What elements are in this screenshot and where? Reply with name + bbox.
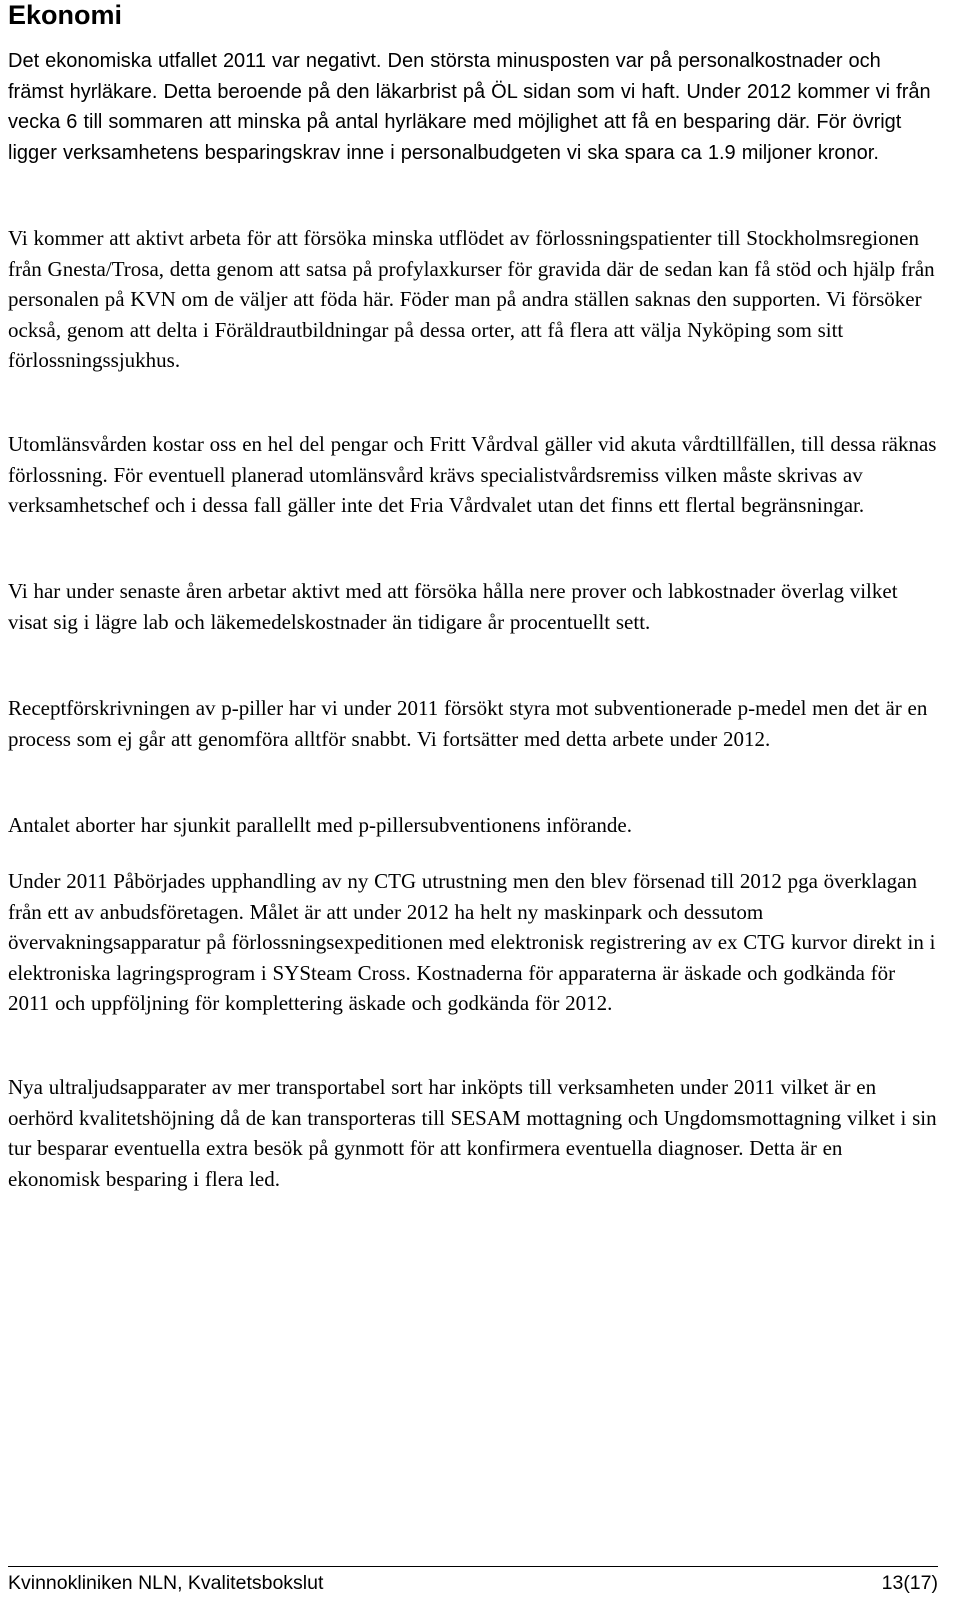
document-page bbox=[8, 0, 938, 1191]
paragraph-economic-result: Det ekonomiska utfallet 2011 var negativt. Den största minusposten var på personalkostnader och främst hyrläkare. Detta beroende på den läkarbrist på ÖL sidan som vi haft. Under 2012 kommer vi från vecka 6 till sommaren att minska på antal hyrläkare med möjlighet att få en besparing där. För övrigt ligger verksamhetens besparingskrav inne i personalbudgeten vi ska spara ca 1.9 miljoner kronor. bbox=[8, 50, 931, 164]
paragraph-out-of-county-care: Utomlänsvården kostar oss en hel del pengar och Fritt Vårdval gäller vid akuta vårdtillfällen, till dessa räknas förlossning. För eventuell planerad utomlänsvård krävs specialistvårdsremiss vilken måste skrivas av verksamhetschef och i dessa fall gäller inte det Fria Vårdvalet utan det finns ett flertal begränsningar. bbox=[8, 432, 937, 517]
paragraph-contraceptive-prescriptions: Receptförskrivningen av p-piller har vi under 2011 försökt styra mot subventionerade p-medel men det är en process som ej går att genomföra alltför snabbt. Vi fortsätter med detta arbete under 2012. bbox=[8, 696, 928, 751]
paragraph-abortions: Antalet aborter har sjunkit parallellt med p-pillersubventionens införande. bbox=[8, 813, 632, 837]
footer-document-title: Kvinnokliniken NLN, Kvalitetsbokslut bbox=[8, 1572, 324, 1594]
paragraph-birth-patient-outflow: Vi kommer att aktivt arbeta för att försöka minska utflödet av förlossningspatienter till Stockholmsregionen från Gnesta/Trosa, detta genom att satsa på profylaxkurser för gravida där de sedan kan få stöd och hjälp från personalen på KVN om de väljer att föda här. Föder man på andra ställen saknas den supporten. Vi försöker också, genom att delta i Föräldrautbildningar på dessa orter, att få flera att välja Nyköping som sitt förlossningssjukhus. bbox=[8, 226, 935, 372]
footer-page-number: 13(17) bbox=[881, 1572, 938, 1594]
section-heading: Ekonomi bbox=[8, 0, 123, 30]
paragraph-ultrasound-devices: Nya ultraljudsapparater av mer transportabel sort har inköpts till verksamheten under 2011 vilket är en oerhörd kvalitetshöjning då de kan transporteras till SESAM mottagning och Ungdomsmottagning vilket i sin tur besparar eventuella extra besök på gynmott för att konfirmera eventuella diagnoser. Detta är en ekonomisk besparing i flera led. bbox=[8, 1075, 937, 1191]
page-footer bbox=[8, 1566, 938, 1607]
paragraph-lab-costs: Vi har under senaste åren arbetar aktivt med att försöka hålla nere prover och labkostnader överlag vilket visat sig i lägre lab och läkemedelskostnader än tidigare år procentuellt sett. bbox=[8, 579, 898, 634]
paragraph-ctg-procurement: Under 2011 Påbörjades upphandling av ny CTG utrustning men den blev försenad till 2012 pga överklagan från ett av anbudsföretagen. Målet är att under 2012 ha helt ny maskinpark och dessutom övervakningsapparatur på förlossningsexpeditionen med elektronisk registrering av ex CTG kurvor direkt in i elektroniska lagringsprogram i SYSteam Cross. Kostnaderna för apparaterna är äskade och godkända för 2011 och uppföljning för komplettering äskade och godkända för 2012. bbox=[8, 869, 936, 1015]
